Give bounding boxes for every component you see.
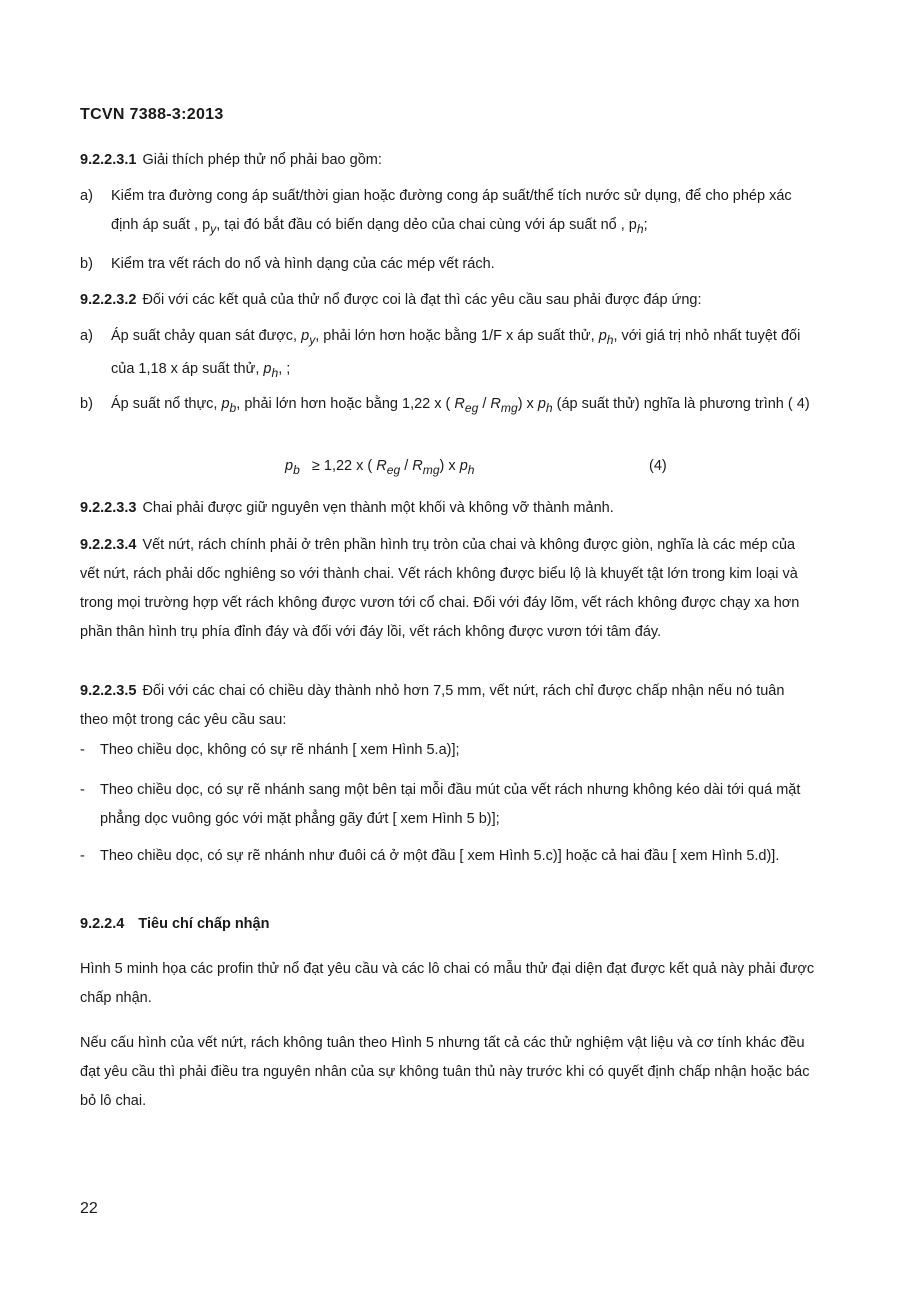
dash-item-text: Theo chiều dọc, có sự rẽ nhánh như đuôi cá ở một đầu [ xem Hình 5.c)] hoặc cả hai đầu [ xem Hình 5.d)]. xyxy=(100,848,780,864)
clause-9-2-2-3-1 xyxy=(80,146,815,175)
standard-code: TCVN 7388-3:2013 xyxy=(80,106,224,123)
equation-4: $p_b$ ≥ 1,22 x ( $R_{eg} / R_{mg}$) x $p_h$ xyxy=(285,458,475,477)
paragraph: Nếu cấu hình của vết nứt, rách không tuân theo Hình 5 nhưng tất cả các thử nghiệm vật liệu và cơ tính khác đều đạt yêu cầu thì phải điều tra nguyên nhân của sự không tuân thủ này trước khi có quyết định chấp nhận hoặc bác bỏ lô chai. xyxy=(80,1035,810,1109)
dash-item xyxy=(80,842,815,871)
list-item-text: Áp suất chảy quan sát được, $p_y$, phải lớn hơn hoặc bằng 1/F x áp suất thử, $p_h$, với giá trị nhỏ nhất tuyệt đối của 1,18 x áp suất thử, $p_h$, ; xyxy=(111,328,801,380)
clause-9-2-2-3-4 xyxy=(80,531,815,647)
clause-number: 9.2.2.3.3 xyxy=(80,500,137,516)
list-item-b xyxy=(80,250,815,279)
list-item-text: Kiểm tra vết rách do nổ và hình dạng của các mép vết rách. xyxy=(111,256,495,272)
dash-item-text: Theo chiều dọc, không có sự rẽ nhánh [ xem Hình 5.a)]; xyxy=(100,742,460,758)
clause-text: Vết nứt, rách chính phải ở trên phần hình trụ tròn của chai và không được giòn, nghĩa là các mép của vết nứt, rách phải dốc nghiêng so với thành chai. Vết rách không được biểu lộ là khuyết tật lớn trong kim loại và trong mọi trường hợp vết rách không được vươn tới cổ chai. Đối với đáy lõm, vết rách không được chạy xa hơn phần thân hình trụ phía đỉnh đáy và đối với đáy lồi, vết rách không được vươn tới tâm đáy. xyxy=(80,537,800,640)
clause-text: Giải thích phép thử nổ phải bao gồm: xyxy=(142,152,382,168)
paragraph: Hình 5 minh họa các profin thử nổ đạt yêu cầu và các lô chai có mẫu thử đại diện đạt được kết quả này phải được chấp nhận. xyxy=(80,961,815,1006)
list-marker: b) xyxy=(80,256,93,272)
section-title: Tiêu chí chấp nhận xyxy=(138,916,270,932)
clause-number: 9.2.2.3.2 xyxy=(80,292,137,308)
list-item-a xyxy=(80,322,815,388)
clause-9-2-2-3-5 xyxy=(80,677,815,735)
clause-text: Đối với các kết quả của thử nổ được coi là đạt thì các yêu cầu sau phải được đáp ứng: xyxy=(142,292,702,308)
list-item-b xyxy=(80,390,815,423)
dash-marker: - xyxy=(80,742,85,758)
dash-item xyxy=(80,776,815,834)
dash-marker: - xyxy=(80,782,85,798)
page-number: 22 xyxy=(80,1200,98,1217)
dash-item xyxy=(80,736,815,765)
clause-9-2-2-3-2 xyxy=(80,286,815,315)
list-marker: a) xyxy=(80,328,93,344)
list-item-text: Kiểm tra đường cong áp suất/thời gian hoặc đường cong áp suất/thể tích nước sử dụng, để cho phép xác định áp suất , $p_y$, tại đó bắt đầu có biến dạng dẻo của chai cùng với áp suất nổ , $p_h$; xyxy=(111,188,792,236)
clause-text: Chai phải được giữ nguyên vẹn thành một khối và không vỡ thành mảnh. xyxy=(142,500,614,516)
list-marker: a) xyxy=(80,188,93,204)
dash-item-text: Theo chiều dọc, có sự rẽ nhánh sang một bên tại mỗi đầu mút của vết rách nhưng không kéo dài tới quá mặt phẳng dọc vuông góc với mặt phẳng gãy đứt [ xem Hình 5 b)]; xyxy=(100,782,801,827)
list-item-a xyxy=(80,182,815,244)
clause-9-2-2-3-3 xyxy=(80,494,815,523)
clause-number: 9.2.2.3.4 xyxy=(80,537,137,553)
clause-number: 9.2.2.3.1 xyxy=(80,152,137,168)
section-heading xyxy=(80,910,815,939)
clause-text: Đối với các chai có chiều dày thành nhỏ hơn 7,5 mm, vết nứt, rách chỉ được chấp nhận nếu nó tuân theo một trong các yêu cầu sau: xyxy=(80,683,785,728)
dash-marker: - xyxy=(80,848,85,864)
section-number: 9.2.2.4 xyxy=(80,916,125,932)
list-item-text: Áp suất nổ thực, $p_b$, phải lớn hơn hoặc bằng 1,22 x ( $R_{eg} / R_{mg}$) x $p_h$ (áp suất thử) nghĩa là phương trình ( 4) xyxy=(111,396,810,415)
clause-number: 9.2.2.3.5 xyxy=(80,683,137,699)
list-marker: b) xyxy=(80,396,93,412)
equation-number: (4) xyxy=(649,458,667,474)
